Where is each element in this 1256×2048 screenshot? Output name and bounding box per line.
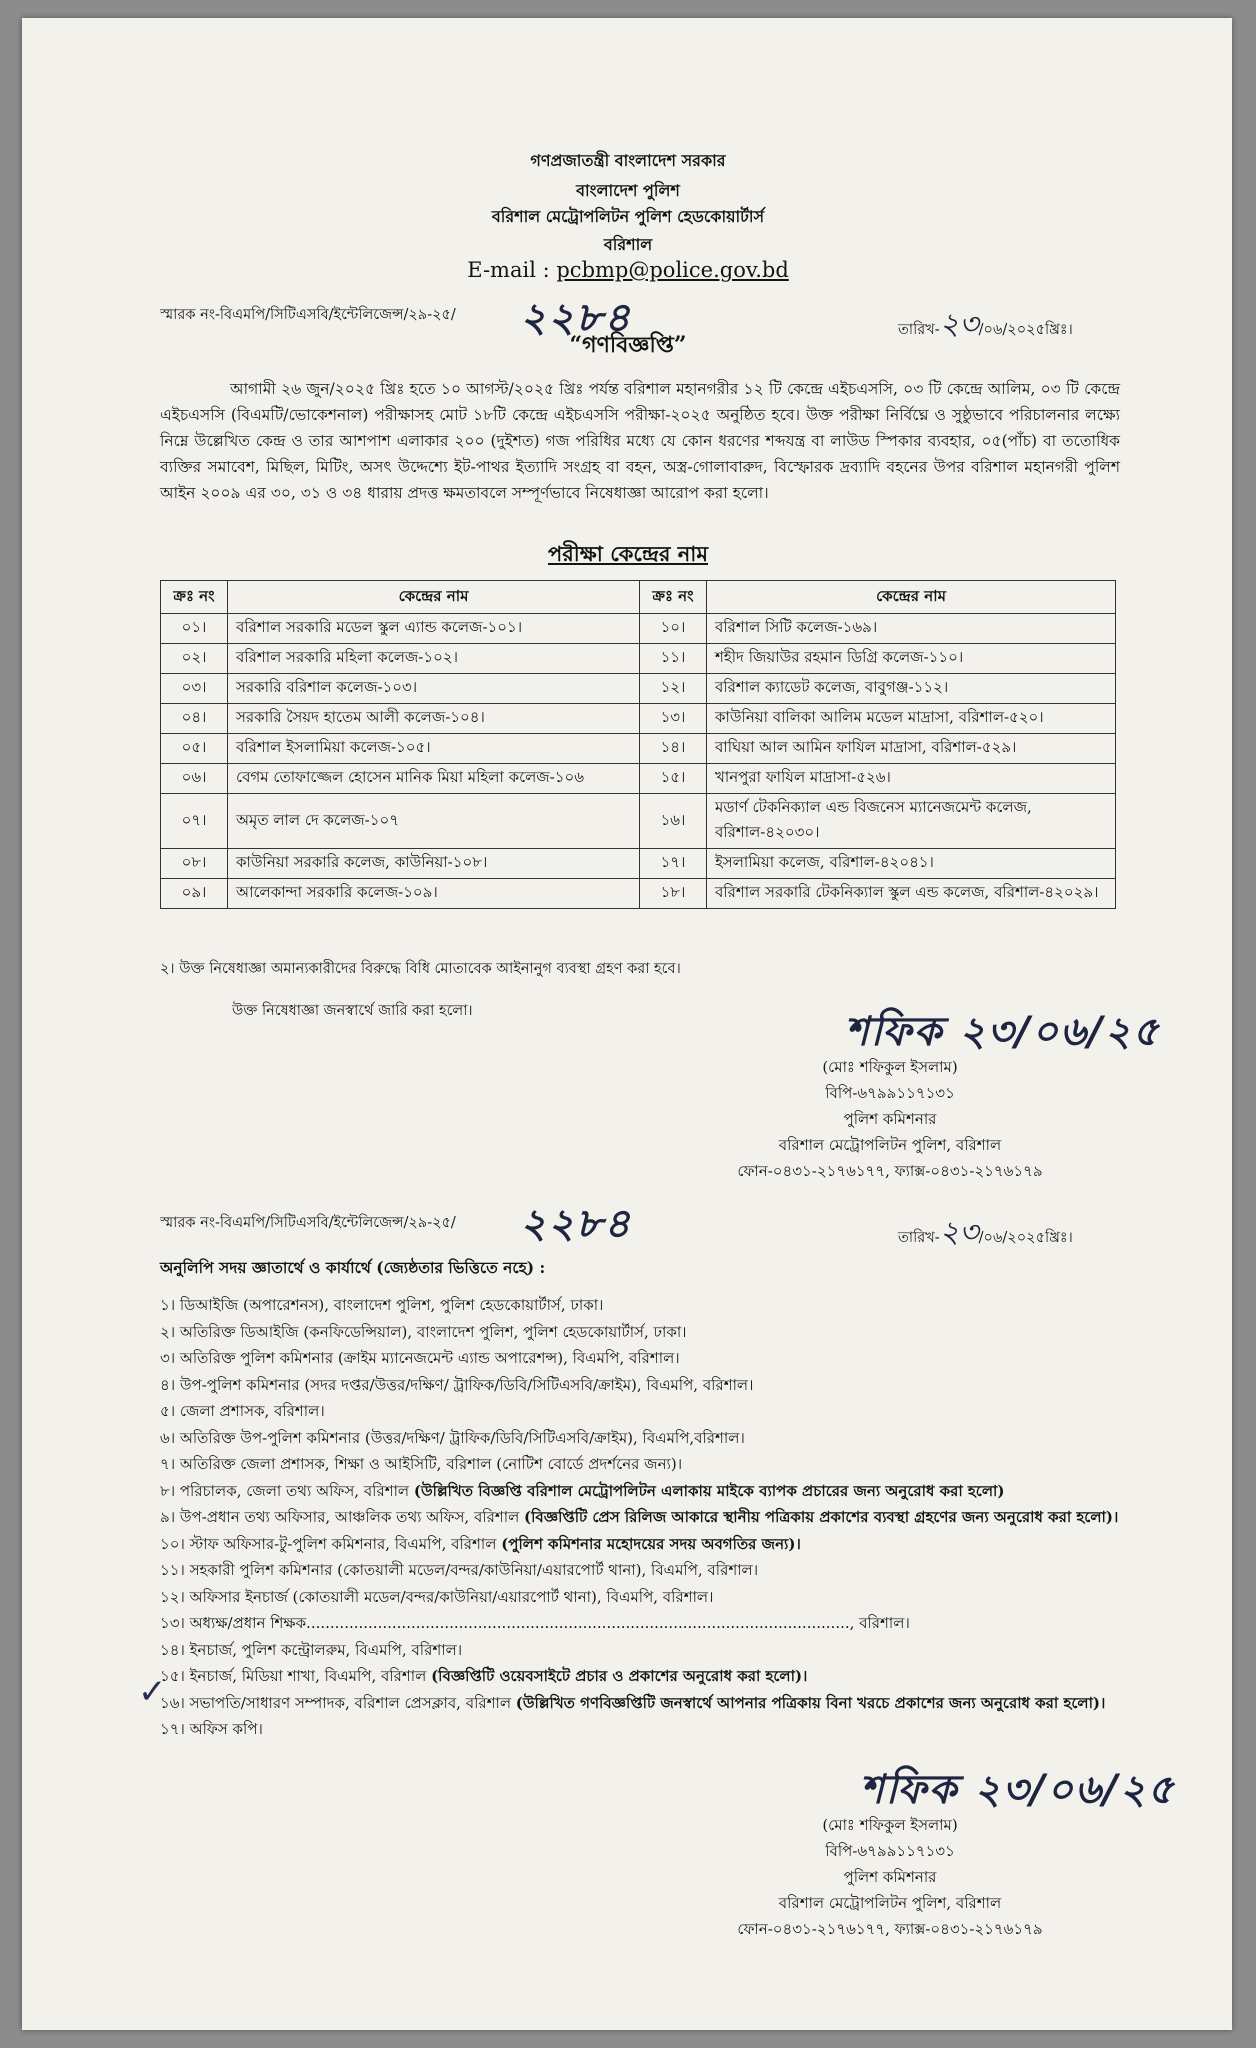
list-item: ১০। স্টাফ অফিসার-টু-পুলিশ কমিশনার, বিএমপি, বরিশাল (পুলিশ কমিশনার মহোদয়ের সদয় অবগতির জন্য)।	[160, 1534, 801, 1553]
table-header-row	[161, 581, 1116, 614]
issued-line: উক্ত নিষেধাজ্ঞা জনস্বার্থে জারি করা হলো।	[232, 1003, 473, 1019]
serial-cell: ০৮।	[161, 849, 228, 879]
email-link[interactable]: pcbmp@police.gov.bd	[556, 258, 789, 282]
center-name-cell: সরকারি বরিশাল কলেজ-১০৩।	[228, 674, 640, 704]
memo-date-rest: /০৬/২০২৫খ্রিঃ।	[978, 1230, 1073, 1246]
city-title: বরিশাল	[603, 235, 653, 254]
col-serial-1: ক্রঃ নং	[161, 581, 228, 614]
center-name-cell: বরিশাল সরকারি মহিলা কলেজ-১০২।	[228, 644, 640, 674]
signatory-designation: পুলিশ কমিশনার	[843, 1868, 937, 1886]
serial-cell: ১৪।	[640, 734, 707, 764]
center-name-cell: বরিশাল সিটি কলেজ-১৬৯।	[707, 614, 1116, 644]
list-item: ১৬। সভাপতি/সাধারণ সম্পাদক, বরিশাল প্রেসক্লাব, বরিশাল (উল্লিখিত গণবিজ্ঞপ্তিটি জনস্বার্থে আপনার পত্রিকায় বিনা খরচে প্রকাশের জন্য অনুরোধ করা হলো)।	[160, 1693, 1106, 1712]
handwritten-signature-2: শফিক ২৩/০৬/২৫	[860, 1767, 1176, 1813]
memo-ref-label: স্মারক নং-বিএমপি/সিটিএসবি/ইন্টেলিজেন্স/২৯-২৫/	[160, 307, 456, 323]
table-heading: পরীক্ষা কেন্দ্রের নাম	[547, 541, 708, 566]
table-row	[161, 764, 1116, 794]
copy-intro: অনুলিপি সদয় জ্ঞাতার্থে ও কার্যার্থে (জ্যেষ্ঠতার ভিত্তিতে নহে) :	[160, 1258, 546, 1277]
center-name-cell: আলেকান্দা সরকারি কলেজ-১০৯।	[228, 879, 640, 909]
notice-body: আগামী ২৬ জুন/২০২৫ খ্রিঃ হতে ১০ আগস্ট/২০২৫ খ্রিঃ পর্যন্ত বরিশাল মহানগরীর ১২ টি কেন্দ্রে এইচএসসি, ০৩ টি কেন্দ্রে আলিম, ০৩ টি কেন্দ্রে এইচএসসি (বিএমটি/ভোকেশনাল) পরীক্ষাসহ মোট ১৮টি কেন্দ্রে এইচএসসি পরীক্ষা-২০২৫ অনুষ্ঠিত হবে। উক্ত পরীক্ষা নির্বিঘ্নে ও সুষ্ঠুভাবে পরিচালনার লক্ষ্যে নিম্নে উল্লেখিত কেন্দ্র ও তার আশপাশ এলাকার ২০০ (দুইশত) গজ পরিধির মধ্যে যে কোন ধরণের শব্দযন্ত্র বা লাউড স্পিকার ব্যবহার, ০৫(পাঁচ) বা ততোধিক ব্যক্তির সমাবেশ, মিছিল, মিটিং, অসৎ উদ্দেশ্যে ইট-পাথর ইত্যাদি সংগ্রহ বা বহন, অস্ত্র-গোলাবারুদ, বিস্ফোরক দ্রব্যাদি বহনের উপর বরিশাল মহানগরী পুলিশ আইন ২০০৯ এর ৩০, ৩১ ও ৩৪ ধারায় প্রদত্ত ক্ষমতাবলে সম্পূর্ণভাবে নিষেধাজ্ঞা আরোপ করা হলো।	[160, 380, 1120, 502]
serial-cell: ১৫।	[640, 764, 707, 794]
memo-date-rest: /০৬/২০২৫খ্রিঃ।	[978, 322, 1073, 338]
center-name-cell: বরিশাল সরকারি টেকনিক্যাল স্কুল এন্ড কলেজ, বরিশাল-৪২০২৯।	[707, 879, 1116, 909]
list-item: ২। অতিরিক্ত ডিআইজি (কনফিডেন্সিয়াল), বাংলাদেশ পুলিশ, পুলিশ হেডকোয়ার্টার্স, ঢাকা।	[160, 1322, 687, 1341]
serial-cell: ১৩।	[640, 704, 707, 734]
serial-cell: ১৬।	[640, 794, 707, 849]
dept-title: বাংলাদেশ পুলিশ	[576, 181, 680, 200]
center-name-cell: ইসলামিয়া কলেজ, বরিশাল-৪২০৪১।	[707, 849, 1116, 879]
center-name-cell: বরিশাল ক্যাডেট কলেজ, বাবুগঞ্জ-১১২।	[707, 674, 1116, 704]
list-item: ৬। অতিরিক্ত উপ-পুলিশ কমিশনার (উত্তর/দক্ষিণ/ ট্রাফিক/ডিবি/সিটিএসবি/ক্রাইম), বিএমপি,বরিশাল।	[160, 1428, 745, 1447]
memo-date-label: তারিখ-	[898, 322, 940, 338]
table-row	[161, 614, 1116, 644]
memo-ref	[160, 304, 456, 328]
center-name-cell: মডার্ণ টেকনিক্যাল এন্ড বিজনেস ম্যানেজমেন্ট কলেজ, বরিশাল-৪২০৩০।	[707, 794, 1116, 849]
table-row	[161, 674, 1116, 704]
handwritten-signature: শফিক ২৩/০৬/২৫	[845, 1009, 1161, 1055]
serial-cell: ১১।	[640, 644, 707, 674]
list-item: ১১। সহকারী পুলিশ কমিশনার (কোতয়ালী মডেল/বন্দর/কাউনিয়া/এয়ারপোর্ট থানা), বিএমপি, বরিশাল।	[160, 1561, 759, 1579]
memo-date-day: ২৩	[939, 307, 979, 342]
signatory-bp: বিপি-৬৭৯৯১১৭১৩১	[825, 1084, 955, 1102]
table-row	[161, 704, 1116, 734]
serial-cell: ০৩।	[161, 674, 228, 704]
office-title: বরিশাল মেট্রোপলিটন পুলিশ হেডকোয়ার্টার্স	[491, 207, 765, 226]
list-item: ১৫। ইনচার্জ, মিডিয়া শাখা, বিএমপি, বরিশাল (বিজ্ঞপ্তিটি ওয়েবসাইটে প্রচার ও প্রকাশের অনুরোধ করা হলো)।	[160, 1667, 808, 1685]
serial-cell: ০৬।	[161, 764, 228, 794]
list-item: ৮। পরিচালক, জেলা তথ্য অফিস, বরিশাল (উল্লিখিত বিজ্ঞপ্তি বরিশাল মেট্রোপলিটন এলাকায় মাইকে ব্যাপক প্রচারের জন্য অনুরোধ করা হলো)	[160, 1481, 1005, 1500]
list-item: ১৩। অধ্যক্ষ/প্রধান শিক্ষক.................................................................................................................., বরিশাল।	[160, 1614, 910, 1632]
signatory-phone: ফোন-০৪৩১-২১৭৬১৭৭, ফ্যাক্স-০৪৩১-২১৭৬১৭৯	[737, 1162, 1043, 1180]
table-row	[161, 849, 1116, 879]
signatory-name: (মোঃ শফিকুল ইসলাম)	[822, 1816, 958, 1834]
email-line	[0, 258, 1256, 282]
list-item: ৫। জেলা প্রশাসক, বরিশাল।	[160, 1402, 325, 1420]
list-item: ১২। অফিসার ইনচার্জ (কোতয়ালী মডেল/বন্দর/কাউনিয়া/এয়ারপোর্ট থানা), বিএমপি, বরিশাল।	[160, 1587, 714, 1606]
serial-cell: ১২।	[640, 674, 707, 704]
clause-2: ২। উক্ত নিষেধাজ্ঞা অমান্যকারীদের বিরুদ্ধে বিধি মোতাবেক আইনানুগ ব্যবস্থা গ্রহণ করা হবে।	[160, 961, 681, 977]
list-item: ১৪। ইনচার্জ, পুলিশ কন্ট্রোলরুম, বিএমপি, বরিশাল।	[160, 1640, 463, 1659]
memo-date-label: তারিখ-	[898, 1230, 940, 1246]
serial-cell: ০৯।	[161, 879, 228, 909]
memo-ref-number: ২২৮৪	[520, 295, 632, 341]
memo-ref-number-2: ২২৮৪	[520, 1201, 632, 1247]
center-name-cell: বরিশাল ইসলামিয়া কলেজ-১০৫।	[228, 734, 640, 764]
signatory-phone: ফোন-০৪৩১-২১৭৬১৭৭, ফ্যাক্স-০৪৩১-২১৭৬১৭৯	[737, 1920, 1043, 1938]
serial-cell: ০৪।	[161, 704, 228, 734]
center-name-cell: বরিশাল সরকারি মডেল স্কুল এ্যান্ড কলেজ-১০১।	[228, 614, 640, 644]
list-item: ১৭। অফিস কপি।	[160, 1720, 263, 1738]
gov-title: গণপ্রজাতন্ত্রী বাংলাদেশ সরকার	[530, 151, 726, 170]
email-label: E-mail :	[467, 258, 550, 282]
serial-cell: ০৫।	[161, 734, 228, 764]
table-row	[161, 734, 1116, 764]
signatory-bp: বিপি-৬৭৯৯১১৭১৩১	[825, 1842, 955, 1860]
center-name-cell: কাউনিয়া সরকারি কলেজ, কাউনিয়া-১০৮।	[228, 849, 640, 879]
signature-block-2	[680, 1812, 1100, 1942]
memo-date-2	[898, 1208, 1073, 1259]
notice-title: “গণবিজ্ঞপ্তি”	[569, 332, 687, 358]
list-item: ৩। অতিরিক্ত পুলিশ কমিশনার (ক্রাইম ম্যানেজমেন্ট এ্যান্ড অপারেশন্স), বিএমপি, বরিশাল।	[160, 1349, 680, 1367]
memo-date-day: ২৩	[939, 1215, 979, 1250]
signatory-name: (মোঃ শফিকুল ইসলাম)	[822, 1058, 958, 1076]
table-row	[161, 879, 1116, 909]
exam-centers-table	[160, 580, 1116, 909]
memo-ref-2: স্মারক নং-বিএমপি/সিটিএসবি/ইন্টেলিজেন্স/২৯-২৫/	[160, 1215, 456, 1231]
list-item: ৯। উপ-প্রধান তথ্য অফিসার, আঞ্চলিক তথ্য অফিস, বরিশাল (বিজ্ঞপ্তিটি প্রেস রিলিজ আকারে স্থানীয় পত্রিকায় প্রকাশের ব্যবস্থা গ্রহণের জন্য অনুরোধ করা হলো)।	[160, 1508, 1119, 1526]
copy-list	[160, 1292, 1120, 1743]
list-item: ৭। অতিরিক্ত জেলা প্রশাসক, শিক্ষা ও আইসিটি, বরিশাল (নোটিশ বোর্ডে প্রদর্শনের জন্য)।	[160, 1455, 683, 1473]
signature-block	[680, 1054, 1100, 1184]
serial-cell: ১৮।	[640, 879, 707, 909]
center-name-cell: বাঘিয়া আল আমিন ফাযিল মাদ্রাসা, বরিশাল-৫২৯।	[707, 734, 1116, 764]
list-item: ৪। উপ-পুলিশ কমিশনার (সদর দপ্তর/উত্তর/দক্ষিণ/ ট্রাফিক/ডিবি/সিটিএসবি/ক্রাইম), বিএমপি, বরিশাল।	[160, 1375, 754, 1394]
table-row	[161, 794, 1116, 849]
signatory-office: বরিশাল মেট্রোপলিটন পুলিশ, বরিশাল	[778, 1894, 1002, 1912]
center-name-cell: সরকারি সৈয়দ হাতেম আলী কলেজ-১০৪।	[228, 704, 640, 734]
col-serial-2: ক্রঃ নং	[640, 581, 707, 614]
table-row	[161, 644, 1116, 674]
serial-cell: ১০।	[640, 614, 707, 644]
serial-cell: ০৭।	[161, 794, 228, 849]
list-item: ১। ডিআইজি (অপারেশনস), বাংলাদেশ পুলিশ, পুলিশ হেডকোয়ার্টার্স, ঢাকা।	[160, 1296, 604, 1314]
col-name-2: কেন্দ্রের নাম	[707, 581, 1116, 614]
center-name-cell: কাউনিয়া বালিকা আলিম মডেল মাদ্রাসা, বরিশাল-৫২০।	[707, 704, 1116, 734]
serial-cell: ০২।	[161, 644, 228, 674]
center-name-cell: শহীদ জিয়াউর রহমান ডিগ্রি কলেজ-১১০।	[707, 644, 1116, 674]
signatory-office: বরিশাল মেট্রোপলিটন পুলিশ, বরিশাল	[778, 1136, 1002, 1154]
center-name-cell: অমৃত লাল দে কলেজ-১০৭	[228, 794, 640, 849]
serial-cell: ০১।	[161, 614, 228, 644]
signatory-designation: পুলিশ কমিশনার	[843, 1110, 937, 1128]
center-name-cell: খানপুরা ফাযিল মাদ্রাসা-৫২৬।	[707, 764, 1116, 794]
center-name-cell: বেগম তোফাজ্জেল হোসেন মানিক মিয়া মহিলা কলেজ-১০৬	[228, 764, 640, 794]
checkmark-icon: ✓	[138, 1672, 167, 1712]
col-name-1: কেন্দ্রের নাম	[228, 581, 640, 614]
serial-cell: ১৭।	[640, 849, 707, 879]
